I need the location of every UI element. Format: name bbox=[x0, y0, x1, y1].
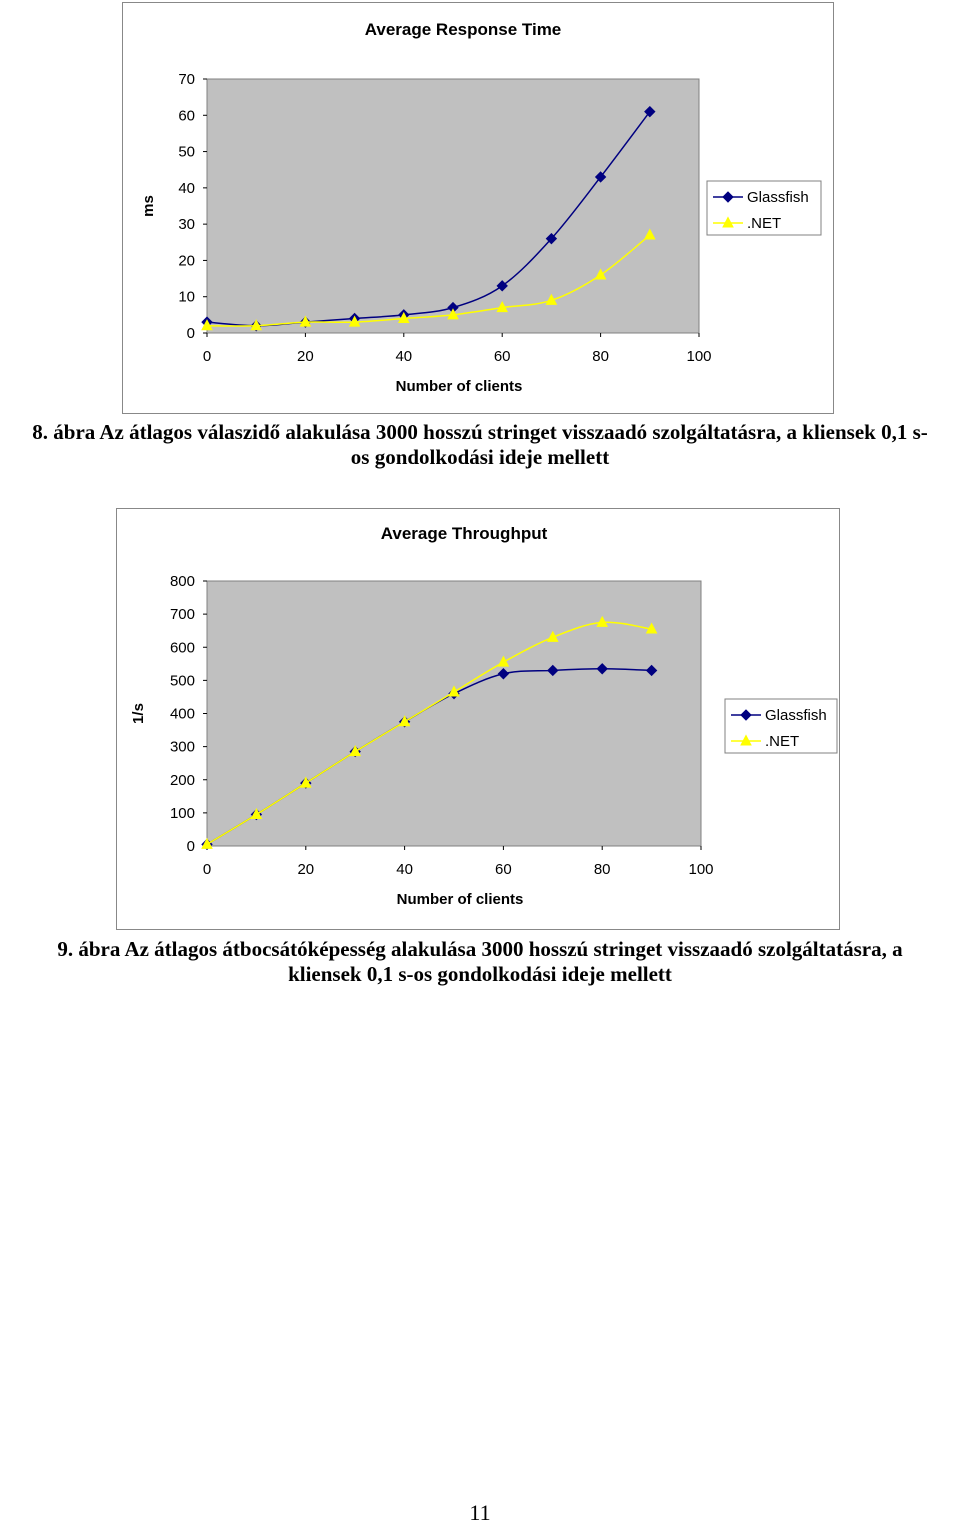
x-tick-label: 20 bbox=[297, 348, 314, 365]
plot-area bbox=[207, 79, 699, 333]
legend-label: Glassfish bbox=[765, 707, 827, 724]
y-tick-label: 400 bbox=[169, 705, 195, 723]
plot-area bbox=[207, 581, 701, 846]
x-tick-label: 60 bbox=[493, 348, 511, 365]
y-tick-label: 70 bbox=[178, 71, 195, 88]
y-tick-label: 600 bbox=[169, 639, 195, 657]
y-tick-label: 20 bbox=[178, 252, 195, 270]
x-tick-label: 60 bbox=[495, 861, 512, 878]
y-tick-label: 50 bbox=[178, 143, 195, 161]
y-tick-label: 300 bbox=[169, 738, 195, 756]
x-tick-label: 80 bbox=[592, 348, 609, 365]
x-axis-label: Number of clients bbox=[396, 891, 524, 908]
x-tick-label: 20 bbox=[297, 861, 315, 878]
x-tick-label: 40 bbox=[396, 861, 413, 878]
throughput-chart-svg bbox=[117, 509, 839, 929]
y-tick-label: 100 bbox=[169, 804, 195, 822]
y-tick-label: 60 bbox=[178, 107, 195, 125]
legend-label: Glassfish bbox=[747, 189, 809, 206]
y-tick-label: 800 bbox=[169, 573, 195, 590]
figure-8-caption-line-1: 8. ábra Az átlagos válaszidő alakulása 3000 hosszú stringet visszaadó szolgáltatásra, a kliensek 0,1 s- bbox=[32, 420, 928, 444]
y-tick-label: 700 bbox=[169, 606, 195, 624]
throughput-chart bbox=[116, 508, 840, 930]
figure-9-caption-line-1: 9. ábra Az átlagos átbocsátóképesség alakulása 3000 hosszú stringet visszaadó szolgáltatásra, a bbox=[57, 937, 903, 961]
x-tick-label: 0 bbox=[202, 348, 212, 365]
figure-8-caption-line-2: os gondolkodási ideje mellett bbox=[350, 445, 610, 469]
chart-title: Average Throughput bbox=[380, 524, 548, 543]
x-tick-label: 0 bbox=[202, 861, 212, 878]
y-tick-label: 40 bbox=[178, 179, 195, 197]
x-axis-label: Number of clients bbox=[395, 378, 523, 395]
chart-title: Average Response Time bbox=[364, 20, 562, 39]
x-tick-label: 40 bbox=[395, 348, 413, 365]
legend-label: .NET bbox=[747, 215, 782, 232]
y-axis-label: 1/s bbox=[130, 703, 147, 724]
response-time-chart-svg bbox=[123, 3, 833, 413]
y-tick-label: 0 bbox=[186, 325, 195, 342]
y-tick-label: 0 bbox=[186, 838, 195, 855]
legend-label: .NET bbox=[765, 733, 800, 750]
x-tick-label: 80 bbox=[593, 861, 611, 878]
y-tick-label: 200 bbox=[169, 771, 195, 789]
y-tick-label: 500 bbox=[169, 672, 195, 690]
x-tick-label: 100 bbox=[686, 348, 712, 365]
response-time-chart bbox=[122, 2, 834, 414]
y-axis-label: ms bbox=[140, 195, 157, 217]
y-tick-label: 30 bbox=[178, 216, 195, 234]
x-tick-label: 100 bbox=[688, 861, 714, 878]
figure-9-caption-line-2: kliensek 0,1 s-os gondolkodási ideje mellett bbox=[288, 962, 672, 986]
page-number: 11 bbox=[469, 1500, 491, 1525]
y-tick-label: 10 bbox=[178, 288, 195, 306]
